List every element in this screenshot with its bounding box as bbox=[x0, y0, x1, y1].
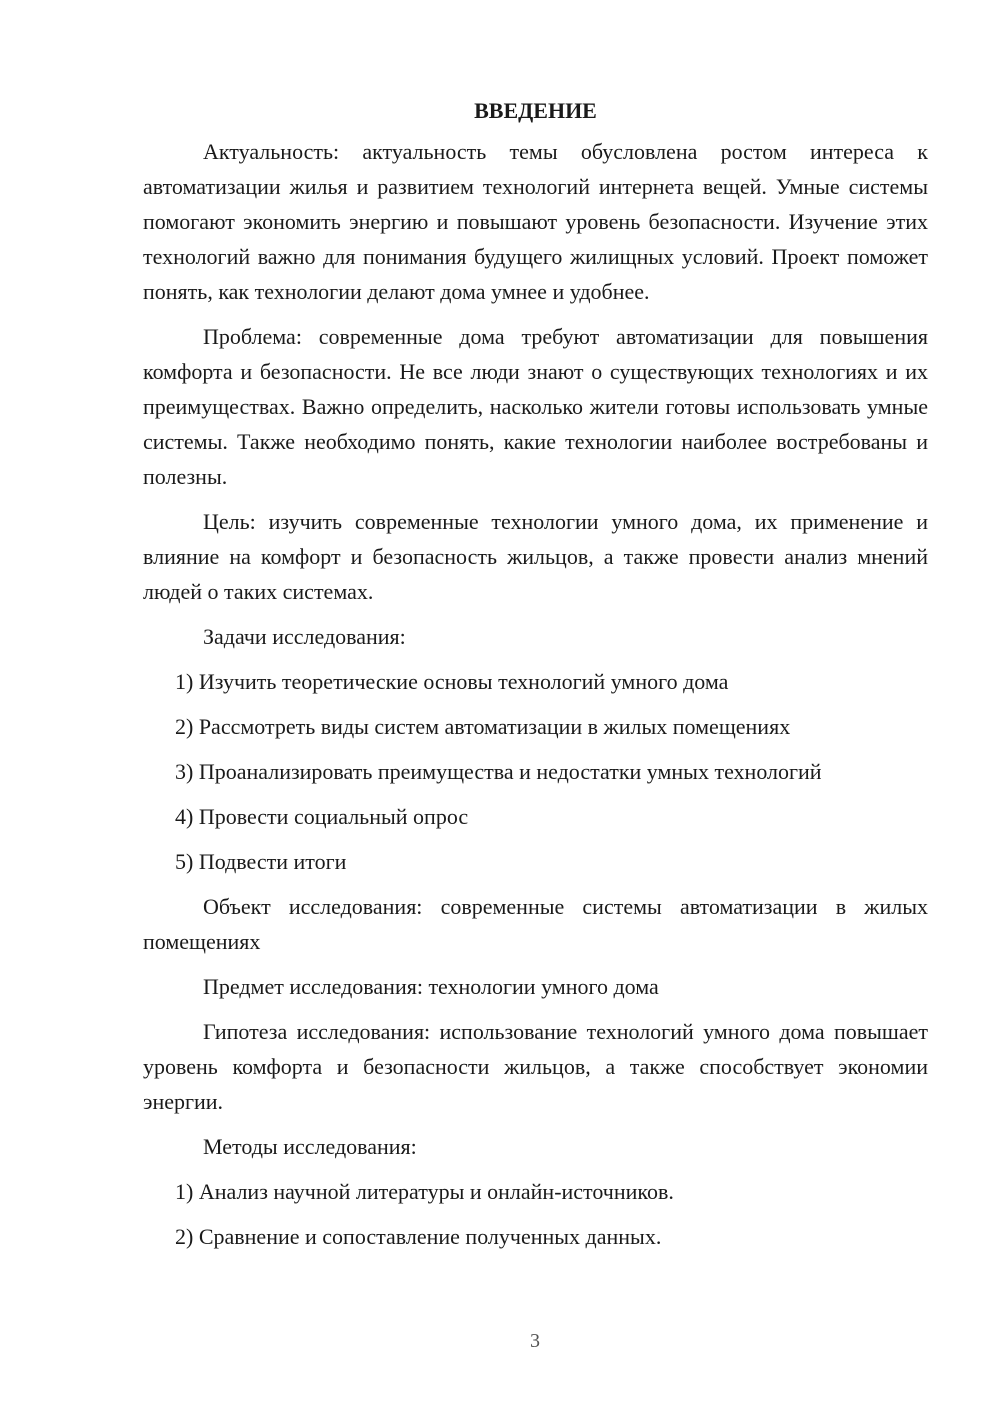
problem-paragraph: Проблема: современные дома требуют автоматизации для повышения комфорта и безопасности. Не все люди знают о существующих технологиях и их преимуществах. Важно определить, насколько жители готовы использовать умные системы. Также необходимо понять, какие технологии наиболее востребованы и полезны. bbox=[143, 324, 928, 489]
methods-heading: Методы исследования: bbox=[203, 1134, 417, 1159]
document-body bbox=[143, 94, 928, 1264]
tasks-heading: Задачи исследования: bbox=[203, 624, 406, 649]
list-item: 2) Сравнение и сопоставление полученных данных. bbox=[175, 1224, 662, 1249]
page-number: 3 bbox=[530, 1330, 540, 1352]
relevance-paragraph: Актуальность: актуальность темы обусловлена ростом интереса к автоматизации жилья и развитием технологий интернета вещей. Умные системы помогают экономить энергию и повышают уровень безопасности. Изучение этих технологий важно для понимания будущего жилищных условий. Проект поможет понять, как технологии делают дома умнее и удобнее. bbox=[143, 139, 928, 304]
list-item: 4) Провести социальный опрос bbox=[175, 804, 469, 829]
goal-paragraph: Цель: изучить современные технологии умного дома, их применение и влияние на комфорт и безопасность жильцов, а также провести анализ мнений людей о таких системах. bbox=[143, 509, 928, 604]
list-item: 3) Проанализировать преимущества и недостатки умных технологий bbox=[175, 759, 822, 784]
hypothesis-paragraph: Гипотеза исследования: использование технологий умного дома повышает уровень комфорта и безопасности жильцов, а также способствует экономии энергии. bbox=[143, 1019, 928, 1114]
tasks-list bbox=[143, 664, 928, 879]
list-item: 1) Изучить теоретические основы технологий умного дома bbox=[175, 669, 729, 694]
page-title: ВВЕДЕНИЕ bbox=[474, 98, 597, 123]
list-item: 5) Подвести итоги bbox=[175, 849, 347, 874]
list-item: 2) Рассмотреть виды систем автоматизации в жилых помещениях bbox=[175, 714, 791, 739]
list-item: 1) Анализ научной литературы и онлайн-источников. bbox=[175, 1179, 674, 1204]
object-paragraph: Объект исследования: современные системы автоматизации в жилых помещениях bbox=[143, 894, 928, 954]
methods-list bbox=[143, 1174, 928, 1254]
subject-paragraph: Предмет исследования: технологии умного дома bbox=[203, 974, 659, 999]
